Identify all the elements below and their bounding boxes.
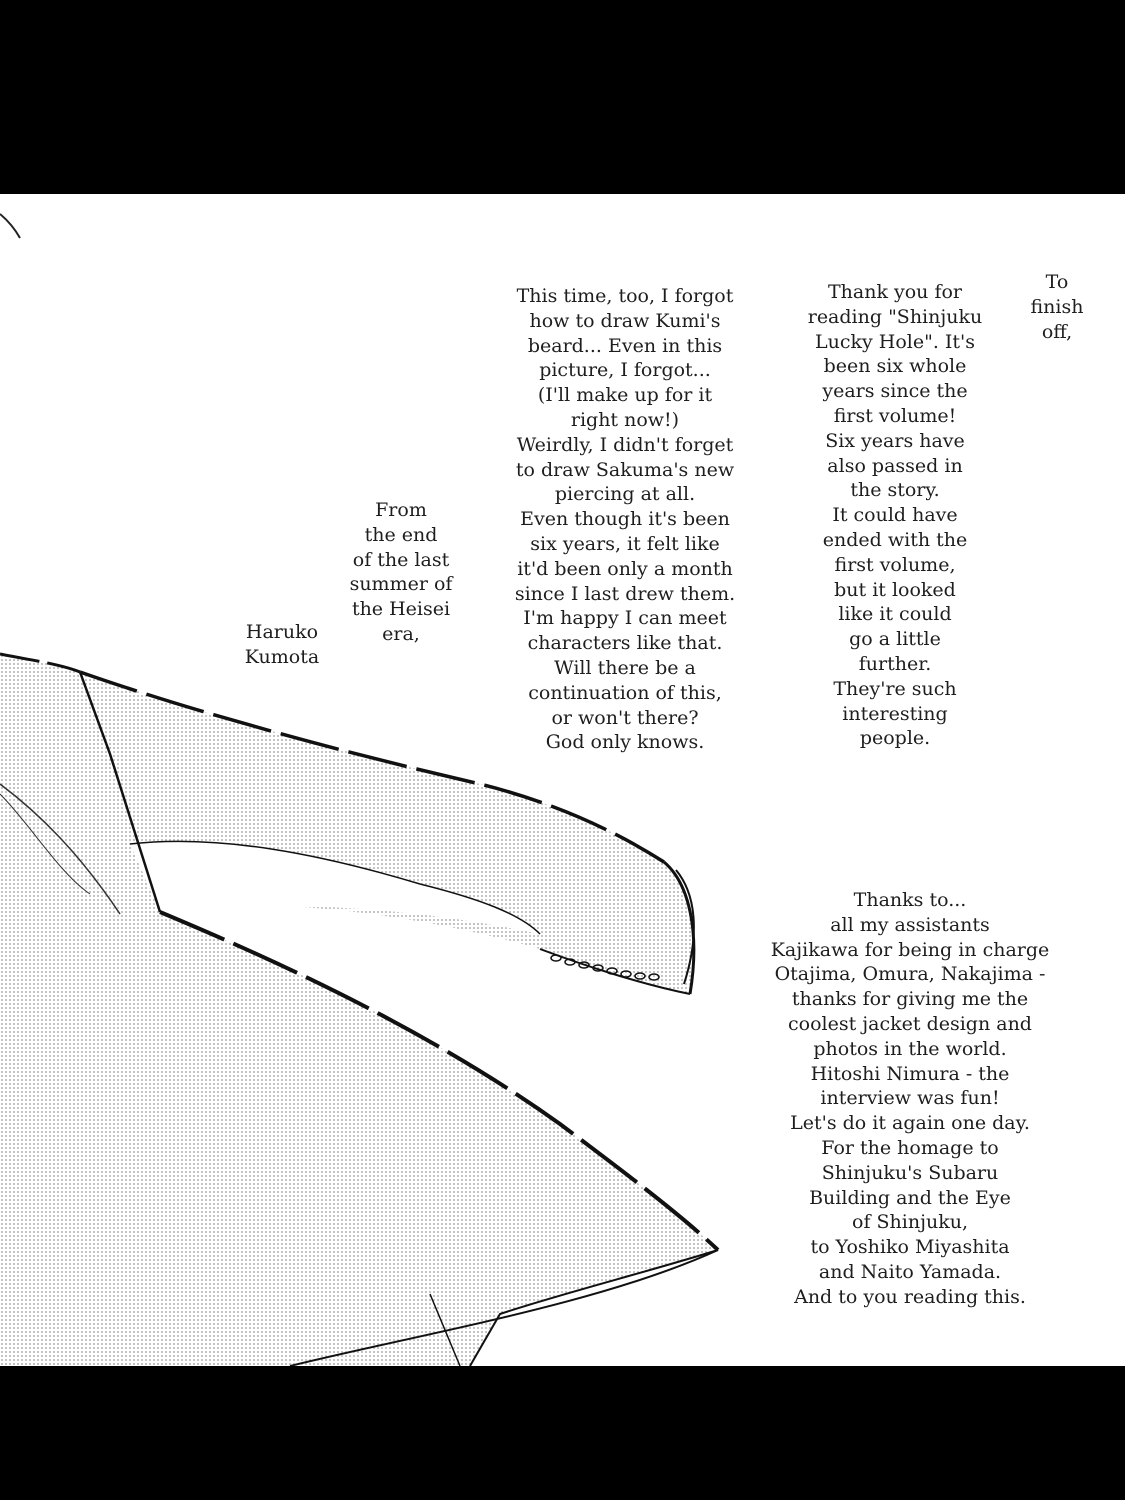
note-to-finish: To finish off, — [1030, 271, 1084, 343]
note-from-the-end: From the end of the last summer of the Heisei era, — [349, 499, 453, 645]
note-thank-you: Thank you for reading "Shinjuku Lucky Hole". It's been six whole years since the first volume! Six years have also passed in the story. It could have ended with the first volume, but it looked like it could go a little further. They're such interesting people. — [807, 281, 983, 750]
note-this-time: This time, too, I forgot how to draw Kumi's beard... Even in this picture, I forgot... (I'll make up for it right now!) Weirdly, I didn't forget to draw Sakuma's new piercing at all. Even though it's been six years, it felt like it'd been only a month since I last drew them. I'm happy I can meet characters like that. Will there be a continuation of this, or won't there? God only knows. — [514, 285, 736, 754]
manga-panel — [0, 194, 1125, 1366]
top-letterbox — [0, 0, 1125, 194]
note-thanks-to: Thanks to... all my assistants Kajikawa for being in charge Otajima, Omura, Nakajima - thanks for giving me the coolest jacket design and photos in the world. Hitoshi Nimura - the interview was fun! Let's do it again one day. For the homage to Shinjuku's Subaru Building and the Eye of Shinjuku, to Yoshiko Miyashita and Naito Yamada. And to you reading this. — [770, 889, 1050, 1308]
bottom-letterbox — [0, 1366, 1125, 1500]
author-signature: Haruko Kumota — [244, 621, 320, 668]
